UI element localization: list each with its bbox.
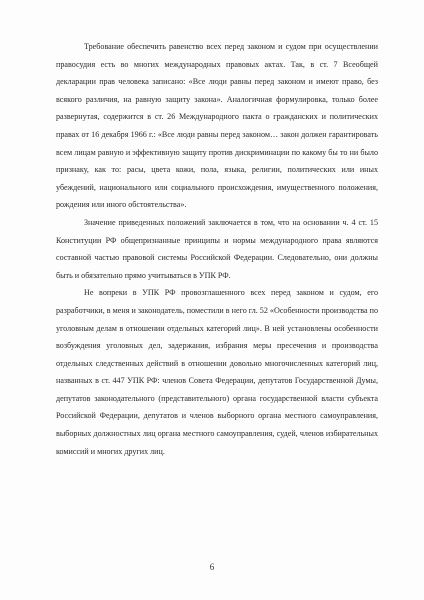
- paragraph-2: Значение приведенных положений заключается в том, что на основании ч. 4 ст. 15 Конституции РФ общепризнанные принципы и нормы международного права являются составной частью правовой системы Российской Федерации. Следовательно, они должны быть и обязательно прямо учитываться в УПК РФ.: [56, 217, 378, 280]
- paragraph-3: Не вопреки в УПК РФ провозглашенного всех перед законом и судом, его разработчики, в меня и законодатель, поместили в него гл. 52 «Особенности производства по уголовным делам в отношении отдельных категорий лиц». В ней установлены особенности возбуждения уголовных дел, задержания, избрания меры пресечения и производства отдельных следственных действий в отношении довольно многочисленных категорий лиц, названных в ст. 447 УПК РФ: членов Совета Федерации, депутатов Государственной Думы, депутатов законодательного (представительного) органа государственной власти субъекта Российской Федерации, депутатов и членов выборного органа местного самоуправления, выборных должностных лиц органа местного самоуправления, судей, членов избирательных комиссий и многих других лиц.: [56, 288, 378, 456]
- body-text: [56, 38, 378, 460]
- paragraph-1: Требование обеспечить равенство всех перед законом и судом при осуществлении правосудия есть во многих международных правовых актах. Так, в ст. 7 Всеобщей декларации прав человека записано: «Все люди равны перед законом и имеют право, без всякого различия, на равную защиту закона». Аналогичная формулировка, только более развернутая, содержится в ст. 26 Международного пакта о гражданских и политических правах от 16 декабря 1966 г.: «Все люди равны перед законом… закон должен гарантировать всем лицам равную и эффективную защиту против дискриминации по какому бы то ни было признаку, как то: расы, цвета кожи, пола, языка, религии, политических или иных убеждений, национального или социального происхождения, имущественного положения, рождения или иного обстоятельства».: [56, 42, 378, 210]
- page-number: 6: [209, 562, 215, 572]
